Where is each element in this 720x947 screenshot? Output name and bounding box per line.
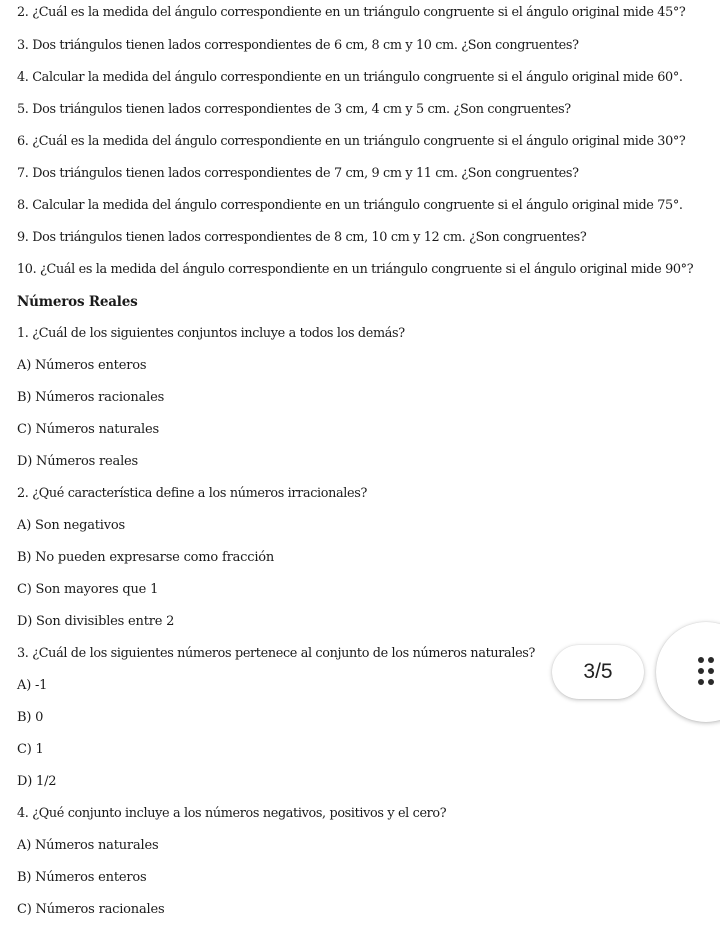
question-line: 9. Dos triángulos tienen lados correspondientes de 8 cm, 10 cm y 12 cm. ¿Son congruentes?: [17, 230, 587, 245]
answer-option: C) Números racionales: [17, 902, 165, 917]
answer-option: C) 1: [17, 742, 44, 757]
answer-option: A) Números enteros: [17, 358, 147, 373]
answer-option: D) 1/2: [17, 774, 57, 789]
page-indicator[interactable]: [552, 645, 644, 699]
drag-handle-icon: [696, 657, 716, 687]
question-line: 7. Dos triángulos tienen lados correspondientes de 7 cm, 9 cm y 11 cm. ¿Son congruentes?: [17, 166, 579, 181]
answer-option: A) Números naturales: [17, 838, 159, 853]
section-heading: Números Reales: [17, 294, 138, 310]
question-line: 1. ¿Cuál de los siguientes conjuntos incluye a todos los demás?: [17, 326, 405, 341]
question-line: 10. ¿Cuál es la medida del ángulo correspondiente en un triángulo congruente si el ángulo original mide 90°?: [17, 262, 694, 277]
answer-option: B) Números enteros: [17, 870, 147, 885]
answer-option: B) No pueden expresarse como fracción: [17, 550, 275, 565]
answer-option: A) Son negativos: [17, 518, 125, 533]
question-line: 6. ¿Cuál es la medida del ángulo correspondiente en un triángulo congruente si el ángulo original mide 30°?: [17, 134, 686, 149]
answer-option: B) 0: [17, 710, 44, 725]
question-line: 4. Calcular la medida del ángulo correspondiente en un triángulo congruente si el ángulo original mide 60°.: [17, 70, 683, 85]
answer-option: A) -1: [17, 678, 48, 693]
question-line: 3. ¿Cuál de los siguientes números pertenece al conjunto de los números naturales?: [17, 646, 536, 661]
question-line: 5. Dos triángulos tienen lados correspondientes de 3 cm, 4 cm y 5 cm. ¿Son congruentes?: [17, 102, 571, 117]
question-line: 2. ¿Qué característica define a los números irracionales?: [17, 486, 368, 501]
answer-option: D) Números reales: [17, 454, 139, 469]
answer-option: B) Números racionales: [17, 390, 165, 405]
question-line: 4. ¿Qué conjunto incluye a los números negativos, positivos y el cero?: [17, 806, 447, 821]
answer-option: D) Son divisibles entre 2: [17, 614, 175, 629]
drag-handle-button[interactable]: [656, 622, 720, 722]
page-indicator-label: 3/5: [583, 660, 613, 683]
answer-option: C) Números naturales: [17, 422, 159, 437]
question-line: 2. ¿Cuál es la medida del ángulo correspondiente en un triángulo congruente si el ángulo original mide 45°?: [17, 5, 686, 20]
answer-option: C) Son mayores que 1: [17, 582, 159, 597]
question-line: 3. Dos triángulos tienen lados correspondientes de 6 cm, 8 cm y 10 cm. ¿Son congruentes?: [17, 38, 579, 53]
question-line: 8. Calcular la medida del ángulo correspondiente en un triángulo congruente si el ángulo original mide 75°.: [17, 198, 683, 213]
